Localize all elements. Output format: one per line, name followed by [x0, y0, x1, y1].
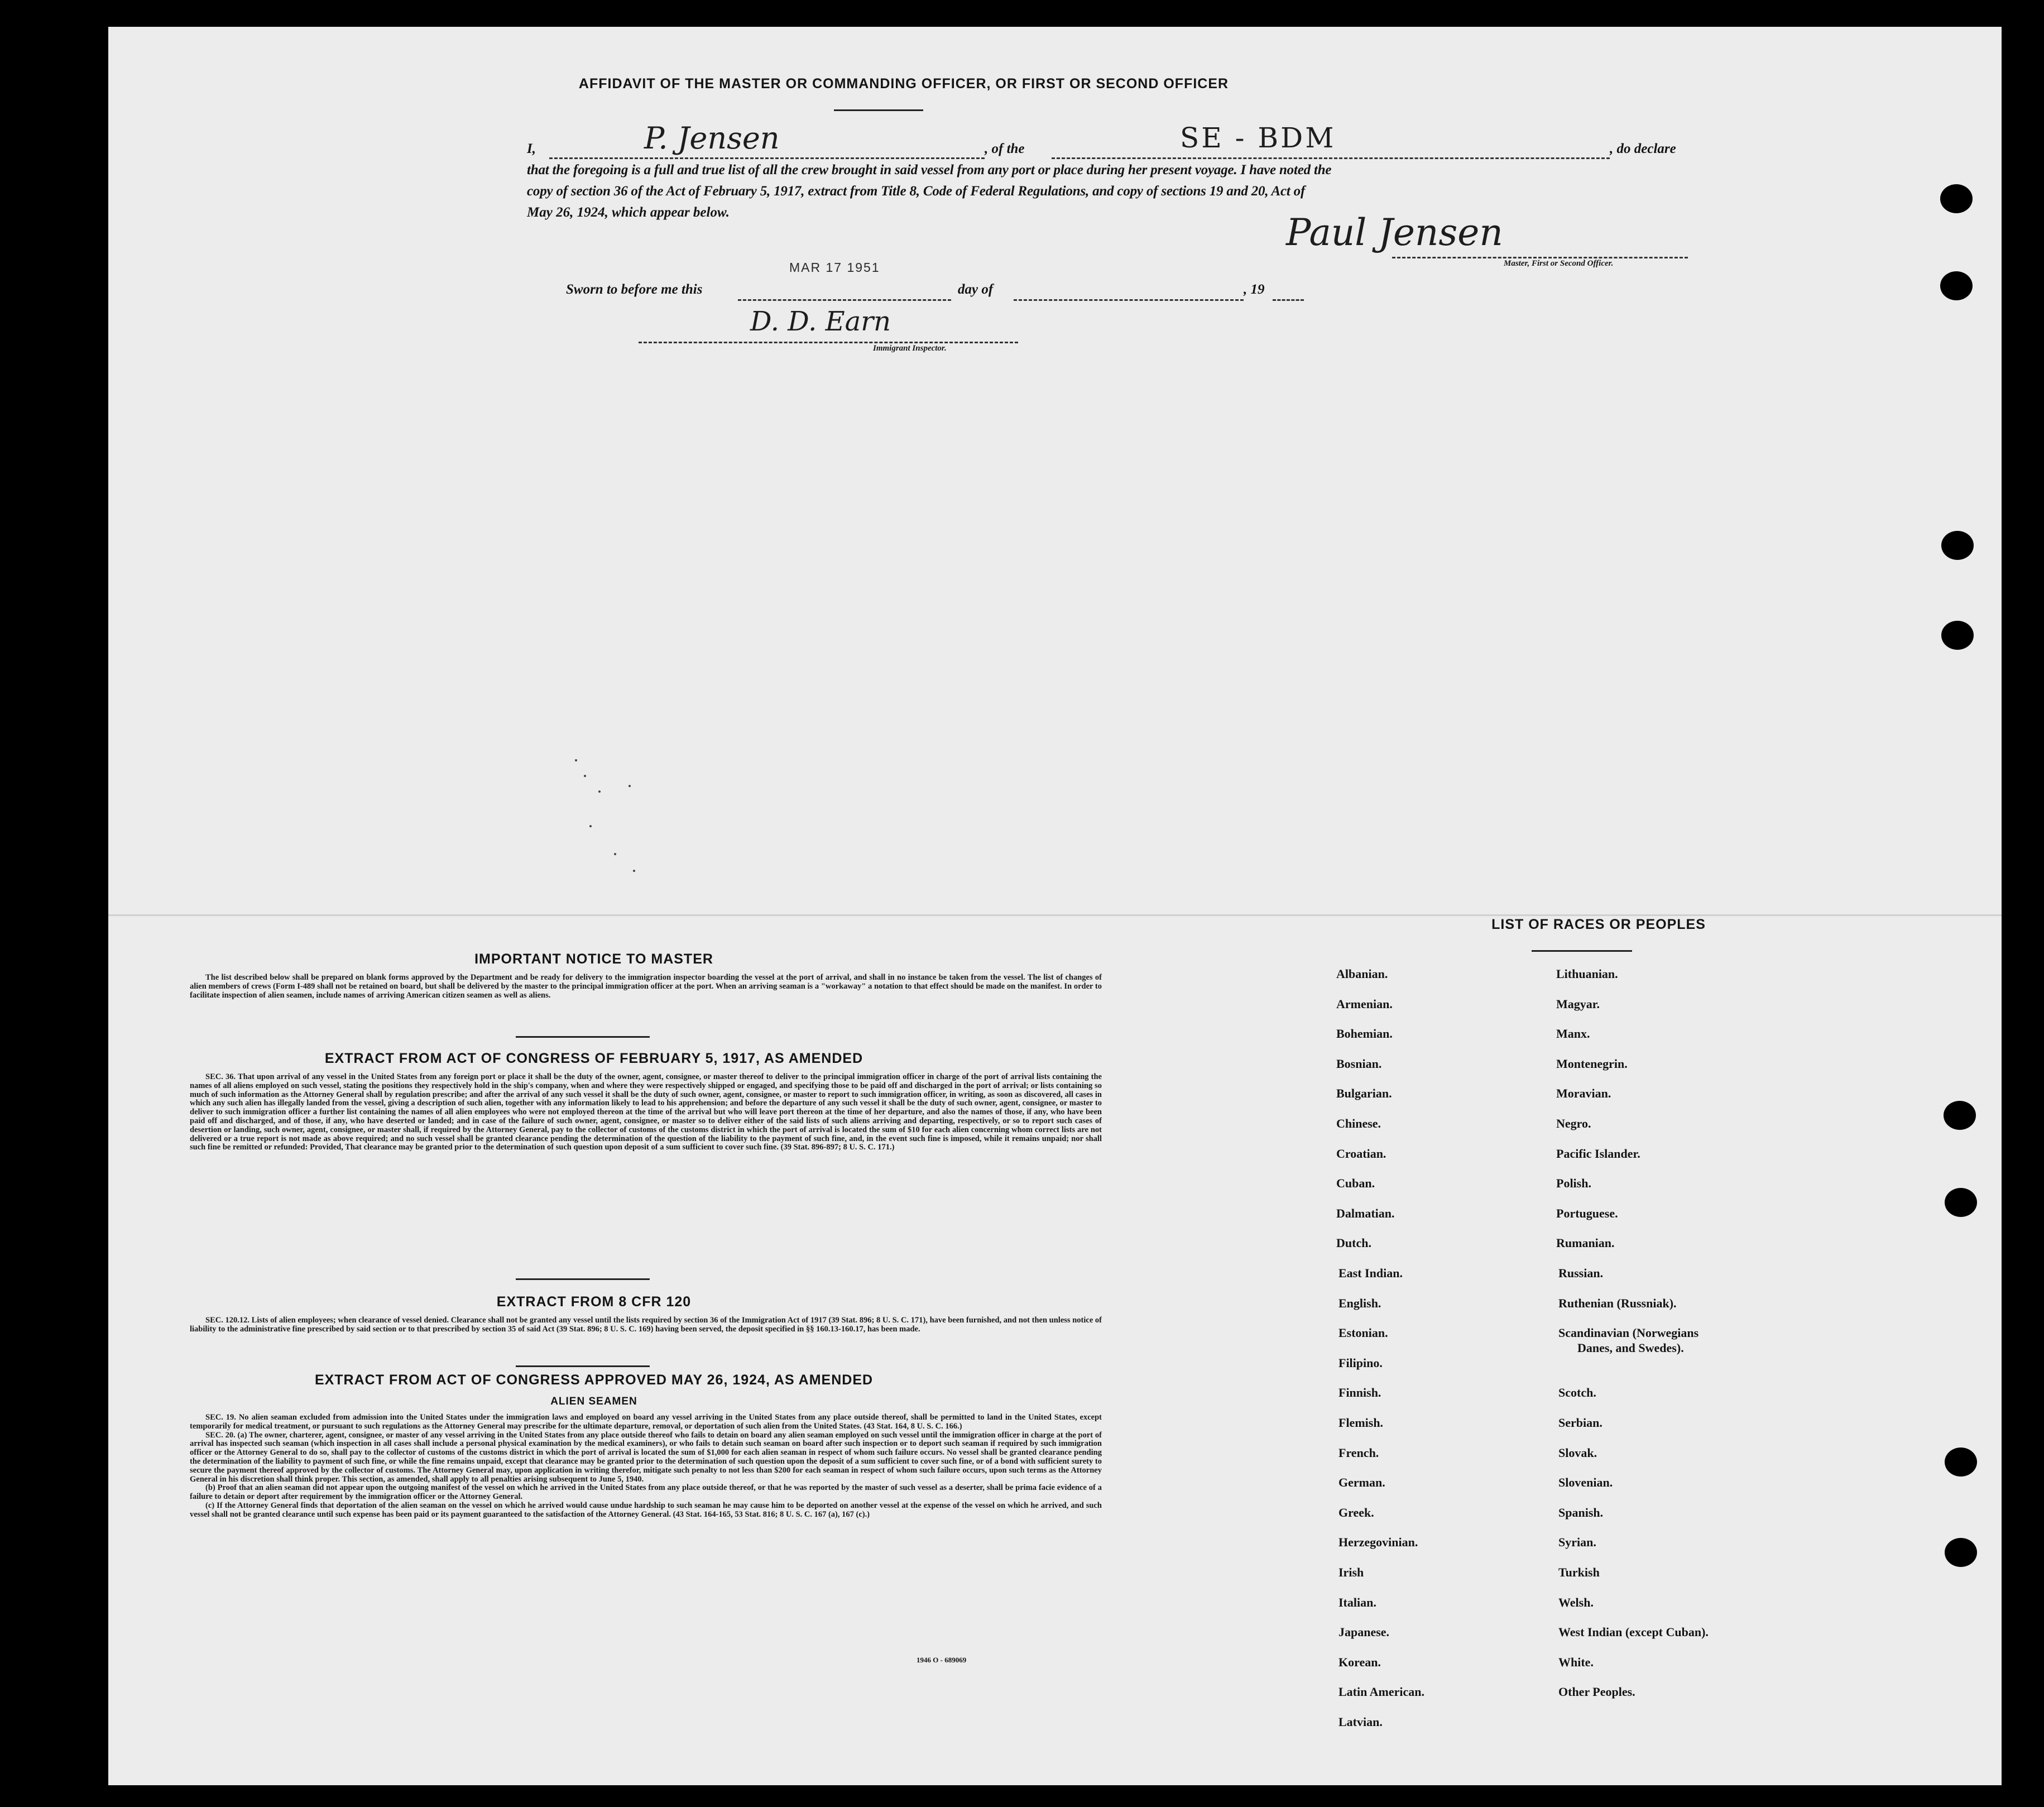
- printer-mark: 1946 O - 689069: [917, 1656, 967, 1664]
- punch-hole: [1945, 1538, 1977, 1567]
- inspector-signature: D. D. Earn: [750, 306, 891, 337]
- date-stamp: MAR 17 1951: [789, 260, 880, 275]
- race-item: Bosnian.: [1336, 1056, 1382, 1071]
- race-item: German.: [1338, 1475, 1385, 1490]
- race-item: Pacific Islander.: [1556, 1146, 1640, 1161]
- race-item: Irish: [1338, 1565, 1364, 1579]
- race-item: Latin American.: [1338, 1685, 1424, 1699]
- punch-hole: [1945, 1188, 1977, 1217]
- document-sheet: [108, 27, 2002, 1785]
- speck: [628, 785, 631, 787]
- race-item: Italian.: [1338, 1595, 1376, 1609]
- declaration-of-the: , of the: [985, 141, 1025, 156]
- extract-1917-rule: [516, 1278, 650, 1280]
- speck: [589, 825, 592, 827]
- cfr-rule: [516, 1365, 650, 1367]
- sworn-year-line: [1273, 299, 1304, 301]
- notice-text: [190, 974, 1102, 1000]
- race-item: Polish.: [1556, 1176, 1591, 1191]
- vessel-handwritten: SE - BDM: [1180, 122, 1336, 154]
- speck: [633, 870, 635, 872]
- fold-line: [108, 914, 2002, 916]
- race-item: Spanish.: [1558, 1505, 1604, 1520]
- race-item: Estonian.: [1338, 1326, 1388, 1340]
- notice-paragraph: The list described below shall be prepared on blank forms approved by the Department and be ready for delivery to the immigration inspector boarding the vessel at the port of arrival, and shall in no instance be taken from the vessel. The list of changes of alien members of crews (Form I-489 shall not be retained on board, but shall be delivered by the master to the principal immigration officer at the port. When an arriving seaman is a "workaway" a notation to that effect should be made on the manifest. In order to facilitate inspection of alien seamen, include names of arriving American citizen seamen as well as aliens.: [190, 973, 1102, 1000]
- inspector-caption: Immigrant Inspector.: [873, 344, 947, 353]
- race-item: West Indian (except Cuban).: [1558, 1625, 1709, 1640]
- race-item: Filipino.: [1338, 1355, 1383, 1370]
- race-item: Bohemian.: [1336, 1027, 1393, 1041]
- name-line: [549, 157, 985, 159]
- punch-hole: [1945, 1447, 1977, 1477]
- race-item: Scandinavian (Norwegians: [1558, 1326, 1699, 1340]
- race-item: Ruthenian (Russniak).: [1558, 1296, 1677, 1310]
- extract-1924-text: [190, 1413, 1102, 1520]
- vessel-line: [1052, 157, 1610, 159]
- race-item: Finnish.: [1338, 1386, 1381, 1400]
- cfr-paragraph: SEC. 120.12. Lists of alien employees; when clearance of vessel denied. Clearance shall not be granted any vessel until the lists required by section 36 of the Immigration Act of 1917 (39 Stat. 896; 8 U. S. C. 171), have been furnished, and not then unless notice of liability to the administrative fine prescribed by said section or to that prescribed by section 35 of said Act (39 Stat. 896; 8 U. S. C. 169) having been served, the deposit specified in §§ 160.13-160.17, has been made.: [190, 1316, 1102, 1334]
- race-item: Croatian.: [1336, 1146, 1386, 1161]
- race-item: Slovenian.: [1558, 1475, 1613, 1490]
- race-item: Dalmatian.: [1336, 1206, 1395, 1220]
- races-title: LIST OF RACES OR PEOPLES: [1491, 917, 1706, 932]
- race-item: Other Peoples.: [1558, 1685, 1635, 1699]
- race-item: Manx.: [1556, 1027, 1590, 1041]
- race-item: Latvian.: [1338, 1715, 1383, 1729]
- race-item: East Indian.: [1338, 1266, 1403, 1280]
- extract-1924-sec20a: SEC. 20. (a) The owner, charterer, agent, consignee, or master of any vessel arriving in the United States from any place outside thereof who fails to detain on board any alien seaman employed on such vessel until the immigration officer in charge at the port of arrival has inspected such seaman (which inspection in all cases shall include a personal physical examination by the medical examiners), or who fails to detain such seaman on board after such inspection or to deport such seaman if required by such immigration officer or the Attorney General to do so, shall pay to the collector of customs of the customs district in which the port of arrival is located the sum of $1,000 for each alien seaman in respect of whom such failure occurs. No vessel shall be granted clearance pending the determination of the liability to payment of such fine, or while the fine remains unpaid, except that clearance may be granted prior to the determination of such question upon the deposit of a sum sufficient to cover such fine, or of a bond with sufficient surety to secure the payment thereof approved by the collector of customs. The Attorney General may, upon application in writing therefor, mitigate such penalty to not less than $200 for each seaman in respect of whom such failure occurs, upon such terms as the Attorney General in his discretion shall think proper. This section, as amended, shall apply to all penalties arising subsequent to June 5, 1940.: [190, 1430, 1102, 1484]
- extract-1924-title: EXTRACT FROM ACT OF CONGRESS APPROVED MAY 26, 1924, AS AMENDED: [314, 1372, 874, 1388]
- punch-hole: [1940, 271, 1973, 300]
- race-item: English.: [1338, 1296, 1381, 1310]
- race-item: Dutch.: [1336, 1236, 1371, 1250]
- master-signature: Paul Jensen: [1286, 211, 1503, 254]
- race-item: Scotch.: [1558, 1386, 1596, 1400]
- race-item: Magyar.: [1556, 996, 1600, 1011]
- extract-1924-subtitle: ALIEN SEAMEN: [550, 1396, 637, 1407]
- speck: [575, 759, 577, 761]
- race-item: Slovak.: [1558, 1445, 1597, 1460]
- extract-1917-paragraph: SEC. 36. That upon arrival of any vessel in the United States from any foreign port or place it shall be the duty of the owner, agent, consignee, or master thereof to deliver to the principal immigration officer in charge of the port of arrival lists containing the names of all aliens employed on such vessel, stating the positions they respectively hold in the ship's company, when and where they were respectively shipped or engaged, and specifying those to be paid off and discharged in the port of arrival; or lists containing so much of such information as the Attorney General shall by regulation prescribe; and after the arrival of any such vessel it shall be the duty of such owner, agent, consignee, or master to report to such immigration officer, in writing, as soon as discovered, all cases in which any such alien has illegally landed from the vessel, giving a description of such alien, together with any information likely to lead to his apprehension; and before the departure of any such vessel it shall be the duty of such owner, agent, consignee, or master to deliver to such immigration officer a further list containing the names of all alien employees who were not employed thereon at the time of the arrival but who will leave port thereon at the time of her departure, and also the names of those, if any, who have been paid off and discharged, and of those, if any, who have deserted or landed; and in case of the failure of such owner, agent, consignee, or master so to deliver either of the said lists of such aliens arriving and departing, respectively, or so to report such cases of desertion or landing, such owner, agent, consignee, or master shall, if required by the Attorney General, pay to the collector of customs of the customs district in which the port of arrival is located the sum of $10 for each alien concerning whom correct lists are not delivered or a true report is not made as above required; and no such vessel shall be granted clearance pending the determination of the question of the liability to the payment of such fine, and, in the event such fine is imposed, while it remains unpaid; nor shall such fine be remitted or refunded: Provided, That clearance may be granted prior to the determination of such question upon deposit of a sum sufficient to cover such fine. (39 Stat. 896-897; 8 U. S. C. 171.): [190, 1072, 1102, 1152]
- notice-title: IMPORTANT NOTICE TO MASTER: [474, 951, 713, 967]
- master-signature-caption: Master, First or Second Officer.: [1504, 259, 1614, 268]
- sworn-month-line: [1014, 299, 1244, 301]
- speck: [598, 790, 601, 793]
- sworn-date-line: [738, 299, 951, 301]
- race-item: Negro.: [1556, 1116, 1591, 1130]
- races-rule: [1532, 950, 1632, 952]
- race-item: Armenian.: [1336, 996, 1393, 1011]
- race-item: Chinese.: [1336, 1116, 1381, 1130]
- race-item: Lithuanian.: [1556, 967, 1618, 981]
- punch-hole: [1944, 1101, 1976, 1130]
- declaration-prefix: I,: [527, 141, 536, 156]
- declaration-line-3: copy of section 36 of the Act of February 5, 1917, extract from Title 8, Code of Federal Regulations, and copy of sections 19 and 20, Act of: [527, 184, 1306, 199]
- sworn-year: , 19: [1244, 282, 1265, 297]
- cfr-text: [190, 1316, 1102, 1334]
- race-item: Albanian.: [1336, 967, 1388, 981]
- race-item: Greek.: [1338, 1505, 1374, 1520]
- extract-1924-sec20b: (b) Proof that an alien seaman did not appear upon the outgoing manifest of the vessel on which he arrived in the United States from any place outside thereof, or that he was reported by the master of such vessel as a deserter, shall be prima facie evidence of a failure to detain or deport after requirement by the immigration officer or the Attorney General.: [190, 1483, 1102, 1502]
- punch-hole: [1941, 621, 1974, 650]
- race-item: Rumanian.: [1556, 1236, 1615, 1250]
- sworn-day-of: day of: [958, 282, 994, 297]
- extract-1924-sec19: SEC. 19. No alien seaman excluded from admission into the United States under the immigration laws and employed on board any vessel arriving in the United States from any place outside thereof, shall be permitted to land in the United States, except temporarily for medical treatment, or pursuant to such regulations as the Attorney General may prescribe for the ultimate departure, removal, or deportation of such alien from the United States. (43 Stat. 164, 8 U. S. C. 166.): [190, 1413, 1102, 1431]
- race-item: Herzegovinian.: [1338, 1535, 1418, 1550]
- race-item: Russian.: [1558, 1266, 1604, 1280]
- race-item: Japanese.: [1338, 1625, 1390, 1640]
- race-item: White.: [1558, 1655, 1594, 1669]
- speck: [584, 775, 586, 777]
- race-item: Serbian.: [1558, 1416, 1602, 1430]
- race-item: Flemish.: [1338, 1416, 1384, 1430]
- name-handwritten: P. Jensen: [644, 121, 780, 156]
- race-item: Danes, and Swedes).: [1577, 1341, 1684, 1355]
- punch-hole: [1941, 531, 1974, 560]
- inspector-signature-line: [639, 342, 1018, 343]
- master-signature-line: [1392, 257, 1688, 258]
- punch-hole: [1940, 184, 1973, 213]
- race-item: Korean.: [1338, 1655, 1381, 1669]
- race-item: Montenegrin.: [1556, 1056, 1628, 1071]
- notice-rule: [516, 1036, 650, 1038]
- race-item: Moravian.: [1556, 1086, 1611, 1101]
- race-item: Cuban.: [1336, 1176, 1375, 1191]
- extract-1924-sec20c: (c) If the Attorney General finds that deportation of the alien seaman on the vessel on which he arrived would cause undue hardship to such seaman he may cause him to be deported on another vessel at the expense of the vessel on which he arrived, and such vessel shall not be granted clearance until such expense has been paid or its payment guaranteed to the satisfaction of the Attorney General. (43 Stat. 164-165, 53 Stat. 816; 8 U. S. C. 167 (a), 167 (c).): [190, 1501, 1102, 1519]
- race-item: Bulgarian.: [1336, 1086, 1392, 1101]
- race-item: French.: [1338, 1445, 1379, 1460]
- declaration-line-4: May 26, 1924, which appear below.: [527, 205, 730, 220]
- race-item: Welsh.: [1558, 1595, 1594, 1609]
- race-item: Syrian.: [1558, 1535, 1596, 1550]
- race-item: Turkish: [1558, 1565, 1600, 1579]
- race-item: Portuguese.: [1556, 1206, 1618, 1220]
- speck: [614, 853, 616, 855]
- title-rule: [834, 109, 923, 111]
- extract-1917-text: [190, 1073, 1102, 1152]
- affidavit-title: AFFIDAVIT OF THE MASTER OR COMMANDING OFFICER, OR FIRST OR SECOND OFFICER: [578, 76, 1229, 92]
- extract-1917-title: EXTRACT FROM ACT OF CONGRESS OF FEBRUARY 5, 1917, AS AMENDED: [324, 1051, 863, 1066]
- cfr-title: EXTRACT FROM 8 CFR 120: [496, 1294, 692, 1310]
- declaration-line-2: that the foregoing is a full and true list of all the crew brought in said vessel from any port or place during her present voyage. I have noted the: [527, 162, 1332, 178]
- declaration-suffix: , do declare: [1610, 141, 1676, 156]
- sworn-prefix: Sworn to before me this: [566, 282, 703, 297]
